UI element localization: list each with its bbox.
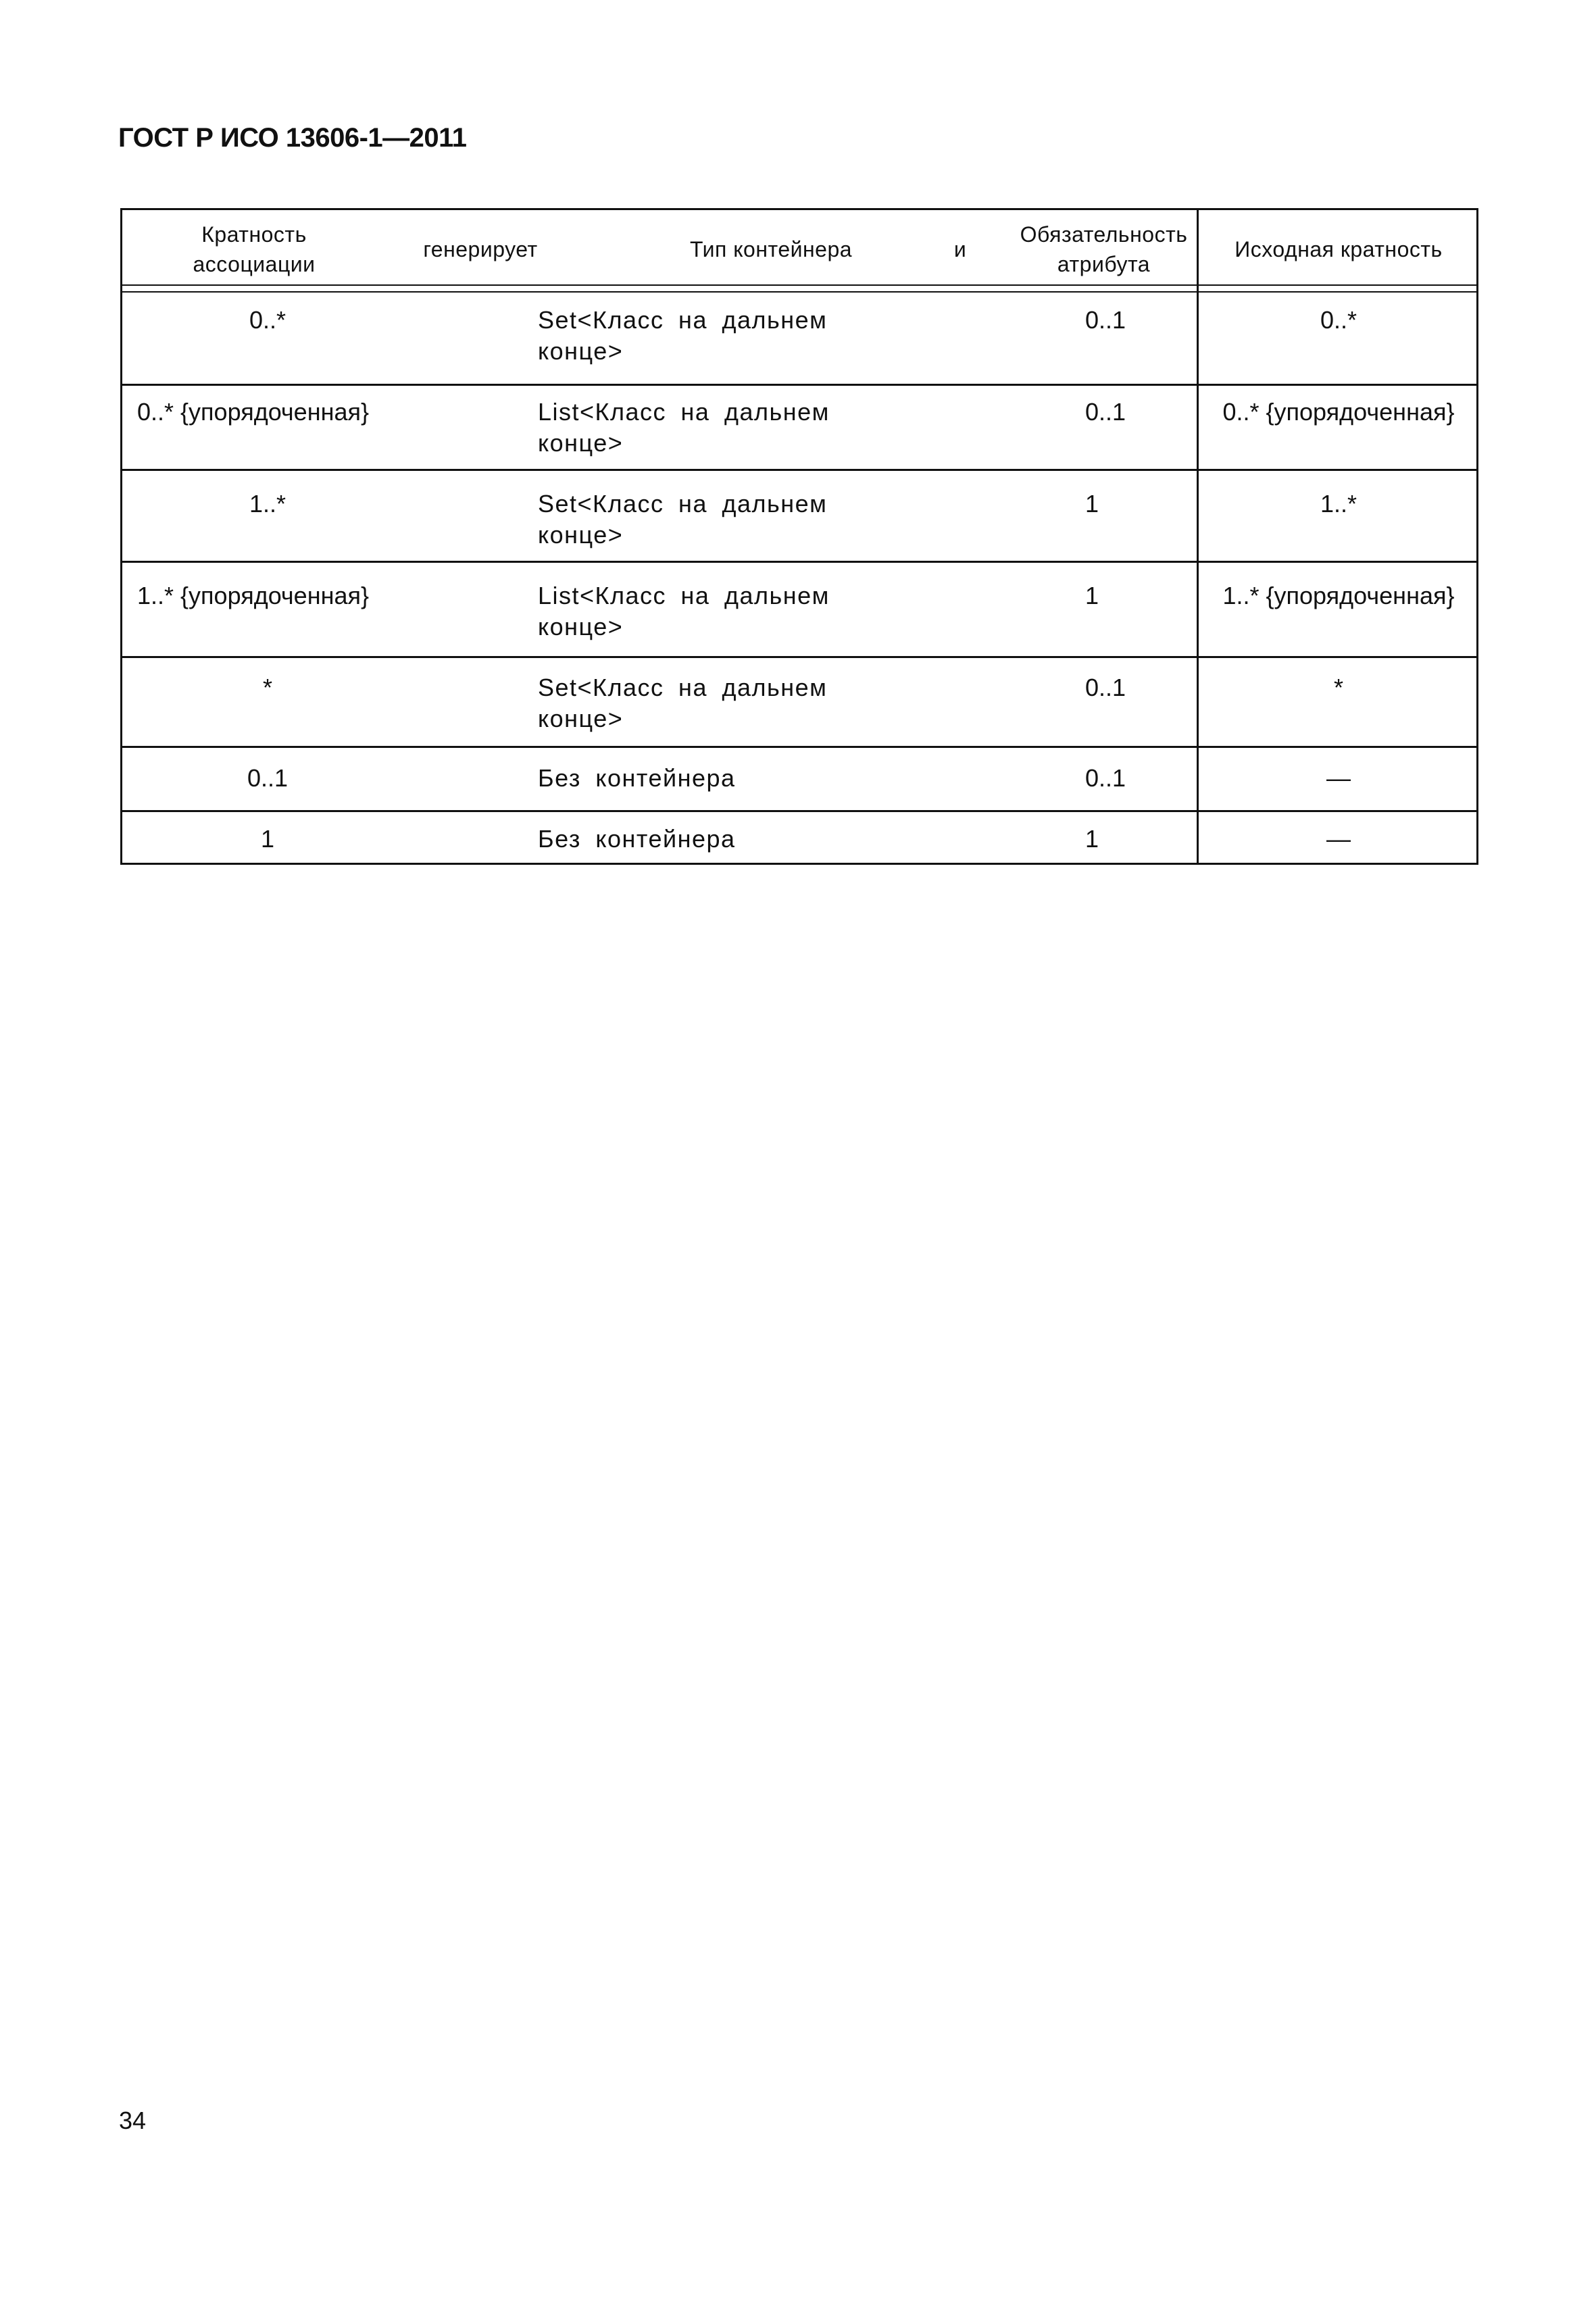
table-row-5-multiplicity: * [262,674,272,701]
table-row-7-container [538,824,943,855]
table-row-5-source: * [1333,674,1343,701]
row-separator [122,810,1476,812]
header-container-type: Тип контейнера [689,237,853,261]
table-row-4-obligation: 1 [1085,582,1099,609]
table-row-7-multiplicity: 1 [260,825,275,853]
container-line: Без контейнера [538,764,736,792]
header-generates: генерирует [423,237,538,261]
header-divider-top [122,284,1476,286]
table-row-6-source: — [1326,764,1351,792]
table-row-2-obligation: 0..1 [1085,398,1126,426]
container-line: конце> [538,429,624,457]
table-row-3-container [538,488,943,551]
row-separator [122,384,1476,386]
table-row-5-container [538,672,943,734]
row-separator [122,746,1476,748]
table-row-2-container [538,397,943,459]
header-obligation-line2: атрибута [1057,252,1151,276]
header-and: и [953,237,967,261]
page-number: 34 [119,2107,147,2134]
header-multiplicity [122,220,386,279]
table-row-4-source: 1..* {упорядоченная} [1222,582,1455,609]
row-separator [122,469,1476,471]
container-line: конце> [538,705,624,732]
row-separator [122,561,1476,563]
table-row-2-multiplicity: 0..* {упорядоченная} [137,398,370,426]
table-row-1-obligation: 0..1 [1085,306,1126,334]
container-line: List<Класс на дальнем [538,398,830,426]
document-title: ГОСТ Р ИСО 13606-1—2011 [118,123,467,153]
header-divider-bottom [122,291,1476,293]
table-row-6-obligation: 0..1 [1085,764,1126,792]
table-row-3-obligation: 1 [1085,490,1099,518]
table-row-5-obligation: 0..1 [1085,674,1126,701]
container-line: Set<Класс на дальнем [538,306,828,334]
table-row-3-multiplicity: 1..* [249,490,286,518]
header-multiplicity-line1: Кратность [201,222,307,247]
table-row-3-source: 1..* [1320,490,1357,518]
table-row-7-obligation: 1 [1085,825,1099,853]
table-row-7-source: — [1326,825,1351,853]
table-row-1-multiplicity: 0..* [249,306,286,334]
table-row-2-source: 0..* {упорядоченная} [1222,398,1455,426]
table-row-4-container [538,580,943,643]
container-line: конце> [538,337,624,365]
header-multiplicity-line2: ассоциации [193,252,316,276]
multiplicity-table [120,208,1478,865]
header-obligation-line1: Обязательность [1020,222,1188,247]
table-row-1-container [538,305,943,367]
container-line: Без контейнера [538,825,736,853]
table-row-4-multiplicity: 1..* {упорядоченная} [137,582,370,609]
container-line: конце> [538,521,624,549]
table-row-1-source: 0..* [1320,306,1357,334]
container-line: List<Класс на дальнем [538,582,830,609]
row-separator [122,656,1476,658]
container-line: Set<Класс на дальнем [538,674,828,701]
container-line: конце> [538,613,624,640]
table-row-6-container [538,763,943,794]
container-line: Set<Класс на дальнем [538,490,828,518]
header-obligation [1007,220,1200,279]
header-source-multiplicity: Исходная кратность [1235,237,1443,261]
table-row-6-multiplicity: 0..1 [247,764,289,792]
